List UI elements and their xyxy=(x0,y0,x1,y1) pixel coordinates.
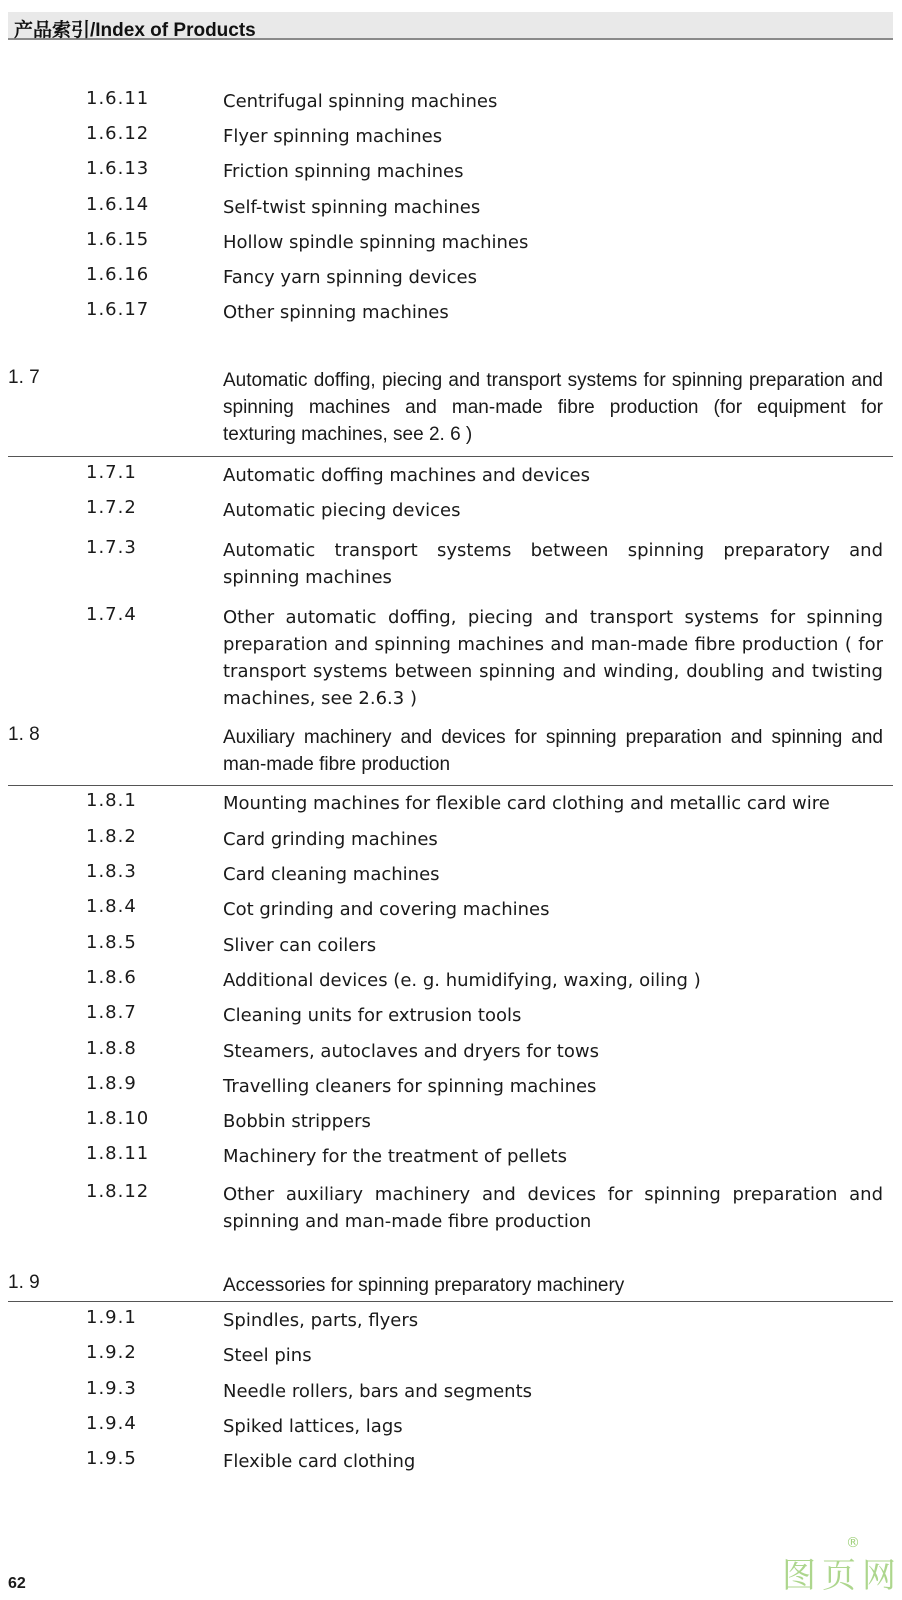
entry-text: Friction spinning machines xyxy=(223,161,464,182)
section-title: Automatic doffing, piecing and transport systems for spinning preparation and spinning machines and man-made fibre production (for equipment for texturing machines, see 2. 6 ) xyxy=(223,370,883,445)
entry-code: 1.8.9 xyxy=(86,1073,137,1094)
entry-code: 1.9.2 xyxy=(86,1342,137,1363)
entry-text: Automatic piecing devices xyxy=(223,500,461,521)
entry-code: 1.8.2 xyxy=(86,826,137,847)
section-title: Accessories for spinning preparatory machinery xyxy=(223,1275,625,1296)
section-divider xyxy=(8,456,893,457)
page-number: 62 xyxy=(8,1575,26,1592)
entry-code: 1.8.3 xyxy=(86,861,137,882)
entry-text: Machinery for the treatment of pellets xyxy=(223,1146,567,1167)
entry-text: Sliver can coilers xyxy=(223,935,377,956)
entry-code: 1.6.11 xyxy=(86,88,150,109)
entry-code: 1.6.12 xyxy=(86,123,150,144)
entry-text: Needle rollers, bars and segments xyxy=(223,1381,533,1402)
entry-text: Automatic transport systems between spinning preparatory and spinning machines xyxy=(223,540,883,588)
entry-text: Cot grinding and covering machines xyxy=(223,899,550,920)
entry-text: Steamers, autoclaves and dryers for tows xyxy=(223,1041,599,1062)
section-code: 1. 7 xyxy=(8,367,40,388)
section-divider xyxy=(8,785,893,786)
entry-text: Cleaning units for extrusion tools xyxy=(223,1005,522,1026)
section-divider xyxy=(8,1301,893,1302)
entry-text: Mounting machines for flexible card clothing and metallic card wire xyxy=(223,793,830,814)
entry-code: 1.8.1 xyxy=(86,790,137,811)
page-header xyxy=(8,12,893,40)
entry-code: 1.7.3 xyxy=(86,537,137,558)
entry-code: 1.8.10 xyxy=(86,1108,150,1129)
entry-text: Other auxiliary machinery and devices for spinning preparation and spinning and man-made fibre production xyxy=(223,1184,883,1232)
entry-code: 1.6.16 xyxy=(86,264,150,285)
entry-code: 1.6.15 xyxy=(86,229,150,250)
entry-code: 1.6.13 xyxy=(86,158,150,179)
entry-text: Flexible card clothing xyxy=(223,1451,416,1472)
entry-text: Fancy yarn spinning devices xyxy=(223,267,477,288)
entry-text: Other spinning machines xyxy=(223,302,449,323)
entry-code: 1.8.12 xyxy=(86,1181,150,1202)
entry-text: Flyer spinning machines xyxy=(223,126,443,147)
entry-text: Centrifugal spinning machines xyxy=(223,91,498,112)
entry-text: Card grinding machines xyxy=(223,829,438,850)
entry-code: 1.6.14 xyxy=(86,194,150,215)
entry-code: 1.8.4 xyxy=(86,896,137,917)
entry-text: Automatic doffing machines and devices xyxy=(223,465,590,486)
entry-code: 1.7.4 xyxy=(86,604,137,625)
entry-code: 1.6.17 xyxy=(86,299,150,320)
watermark-logo: 图页网 xyxy=(782,1556,902,1596)
entry-text: Card cleaning machines xyxy=(223,864,440,885)
section-code: 1. 8 xyxy=(8,724,40,745)
entry-code: 1.8.11 xyxy=(86,1143,150,1164)
entry-text: Spindles, parts, flyers xyxy=(223,1310,419,1331)
entry-text: Hollow spindle spinning machines xyxy=(223,232,529,253)
entry-text: Travelling cleaners for spinning machines xyxy=(223,1076,597,1097)
entry-code: 1.9.4 xyxy=(86,1413,137,1434)
entry-code: 1.9.5 xyxy=(86,1448,137,1469)
entry-code: 1.8.6 xyxy=(86,967,137,988)
entry-code: 1.8.5 xyxy=(86,932,137,953)
entry-code: 1.9.1 xyxy=(86,1307,137,1328)
entry-code: 1.7.2 xyxy=(86,497,137,518)
entry-text: Self-twist spinning machines xyxy=(223,197,481,218)
entry-text: Other automatic doffing, piecing and transport systems for spinning preparation and spinning machines and man-made fibre production ( for transport systems between spinning and winding, doubling and twisting machines, see 2.6.3 ) xyxy=(223,607,883,709)
page-header-title: 产品索引/Index of Products xyxy=(14,20,256,41)
section-code: 1. 9 xyxy=(8,1272,40,1293)
entry-text: Steel pins xyxy=(223,1345,312,1366)
entry-code: 1.8.7 xyxy=(86,1002,137,1023)
section-title: Auxiliary machinery and devices for spinning preparation and spinning and man-made fibre production xyxy=(223,727,883,775)
entry-code: 1.9.3 xyxy=(86,1378,137,1399)
registered-mark: ® xyxy=(846,1535,860,1551)
entry-text: Spiked lattices, lags xyxy=(223,1416,403,1437)
entry-text: Bobbin strippers xyxy=(223,1111,371,1132)
entry-text: Additional devices (e. g. humidifying, waxing, oiling ) xyxy=(223,970,701,991)
entry-code: 1.8.8 xyxy=(86,1038,137,1059)
entry-code: 1.7.1 xyxy=(86,462,137,483)
